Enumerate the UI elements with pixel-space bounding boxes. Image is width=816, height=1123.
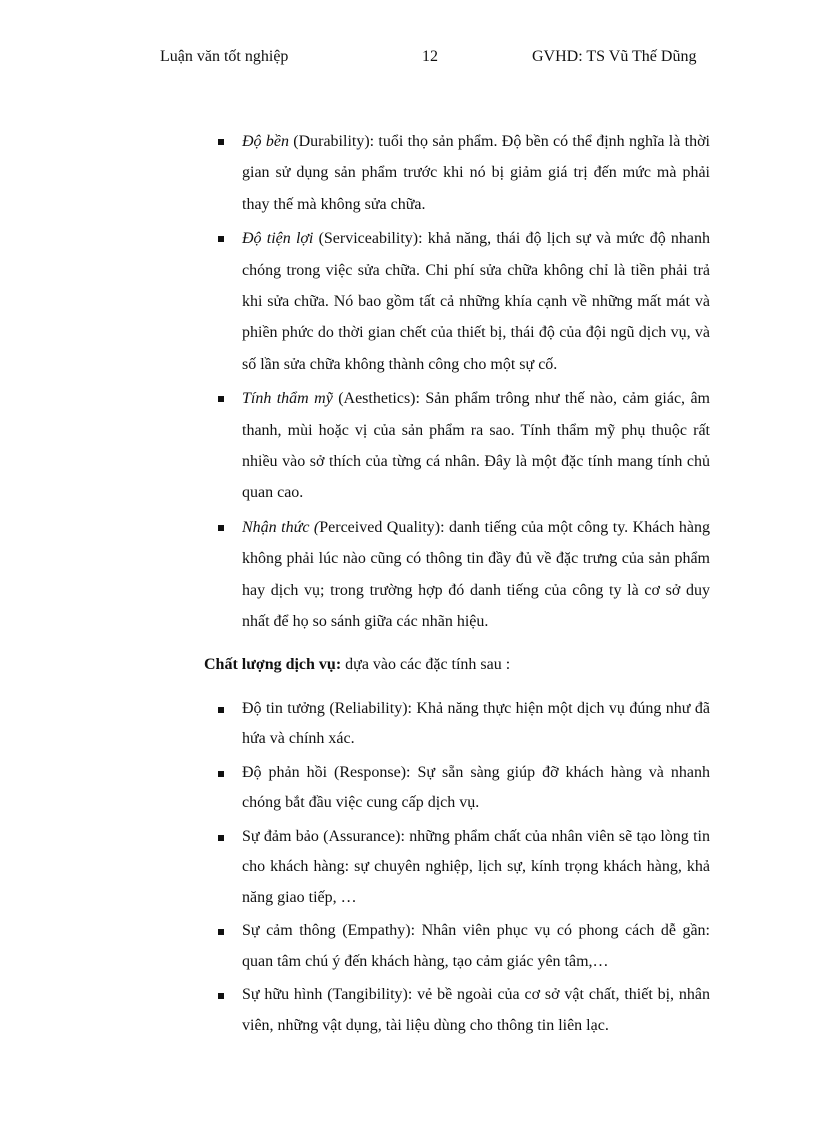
product-quality-list (0, 126, 816, 638)
page-number: 12 (422, 48, 438, 65)
item-text: Sự hữu hình (Tangibility): vẻ bề ngoài của cơ sở vật chất, thiết bị, nhân viên, những vật dụng, tài liệu dùng cho thông tin liên lạc. (242, 986, 710, 1034)
list-item (0, 512, 710, 638)
page-body (0, 126, 816, 1044)
item-text: Sự đảm bảo (Assurance): những phẩm chất của nhân viên sẽ tạo lòng tin cho khách hàng: sự chuyên nghiệp, lịch sự, kính trọng khách hàng, khả năng giao tiếp, … (242, 827, 710, 906)
list-item (0, 383, 710, 509)
term: Nhận thức ( (242, 518, 320, 536)
header-thesis-title: Luận văn tốt nghiệp (160, 48, 289, 65)
heading-bold: Chất lượng dịch vụ: (204, 655, 342, 673)
square-bullet-icon (218, 929, 224, 935)
item-text: Sự cảm thông (Empathy): Nhân viên phục vụ có phong cách dễ gần: quan tâm chú ý đến khách hàng, tạo cảm giác yên tâm,… (242, 922, 710, 970)
description: (Durability): tuổi thọ sản phẩm. Độ bền có thể định nghĩa là thời gian sử dụng sản phẩm trước khi nó bị giảm giá trị đến mức mà phải thay thế mà không sửa chữa. (242, 133, 710, 213)
term: Tính thẩm mỹ (242, 390, 333, 408)
service-quality-list (0, 694, 816, 1042)
list-item (0, 126, 710, 220)
square-bullet-icon (218, 771, 224, 777)
service-quality-heading (0, 649, 816, 680)
square-bullet-icon (218, 525, 224, 531)
list-item (0, 980, 710, 1041)
item-text: Độ tin tưởng (Reliability): Khả năng thực hiện một dịch vụ đúng như đã hứa và chính xác. (242, 699, 710, 747)
description: (Aesthetics): Sản phẩm trông như thế nào, cảm giác, âm thanh, mùi hoặc vị của sản phẩm ra sao. Tính thẩm mỹ phụ thuộc rất nhiều vào sở thích của từng cá nhân. Đây là một đặc tính mang tính chủ quan cao. (242, 390, 711, 502)
square-bullet-icon (218, 835, 224, 841)
square-bullet-icon (218, 396, 224, 402)
square-bullet-icon (218, 236, 224, 242)
list-item (0, 758, 710, 819)
description: Perceived Quality): danh tiếng của một công ty. Khách hàng không phải lúc nào cũng có thông tin đầy đủ về đặc trưng của sản phẩm hay dịch vụ; trong trường hợp đó danh tiếng của công ty là cơ sở duy nhất để họ so sánh giữa các nhãn hiệu. (242, 518, 710, 631)
term: Độ tiện lợi (242, 230, 314, 248)
list-item (0, 694, 710, 755)
page-header (0, 48, 816, 72)
square-bullet-icon (218, 139, 224, 145)
square-bullet-icon (218, 707, 224, 713)
list-item (0, 223, 710, 380)
heading-rest: dựa vào các đặc tính sau : (341, 655, 511, 673)
item-text: Độ phản hồi (Response): Sự sẵn sàng giúp đỡ khách hàng và nhanh chóng bắt đầu việc cung cấp dịch vụ. (242, 763, 710, 811)
description: (Serviceability): khả năng, thái độ lịch sự và mức độ nhanh chóng trong việc sửa chữa. Chi phí sửa chữa không chỉ là tiền phải trả khi sửa chữa. Nó bao gồm tất cả những khía cạnh về những mất mát và phiền phức do thời gian chết của thiết bị, thái độ của đội ngũ dịch vụ, và số lần sửa chữa không thành công cho một sự cố. (242, 230, 710, 373)
term: Độ bền (242, 133, 289, 150)
list-item (0, 822, 710, 914)
square-bullet-icon (218, 993, 224, 999)
header-advisor: GVHD: TS Vũ Thế Dũng (532, 48, 697, 65)
list-item (0, 916, 710, 977)
